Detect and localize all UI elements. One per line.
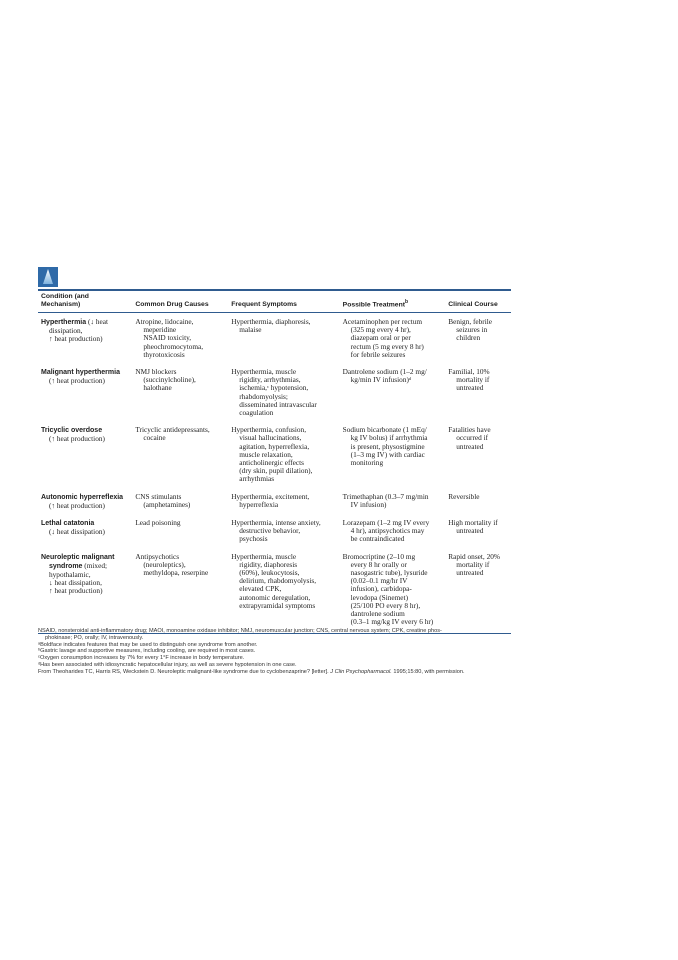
book-section-icon [38,267,58,287]
symptoms-line: ischemia,ᶜ hypotension, [239,383,309,393]
course-line: Fatalities have [448,425,491,435]
causes-line: NMJ blockers [135,367,177,377]
treatment-line: Sodium bicarbonate (1 mEq/ [342,425,427,435]
cell-treatment [340,548,446,631]
cell-causes [132,514,228,548]
causes-line: methyldopa, reserpine [143,568,209,578]
symptoms-line: rigidity, arrhythmias, [239,375,301,385]
symptoms-line: agitation, hyperreflexia, [239,441,310,451]
symptoms-line: Hyperthermia, confusion, [231,425,307,435]
footnote-c: ᶜOxygen consumption increases by 7% for every 1°F increase in body temperature. [38,655,245,662]
cell-symptoms [228,488,339,514]
cell-symptoms [228,548,339,631]
cell-treatment [340,514,446,548]
symptoms-line: anticholinergic effects [239,458,305,468]
cell-causes [132,488,228,514]
causes-line: Antipsychotics [135,551,180,561]
table-footnotes [38,628,518,676]
causes-line: Tricyclic antidepressants, [135,425,210,435]
condition-name: Neuroleptic malignant [41,553,115,561]
course-line: Familial, 10% [448,367,490,377]
course-line: Reversible [448,491,480,501]
cell-condition [38,514,132,548]
symptoms-line: (60%), leukocytosis, [239,568,300,578]
treatment-line: kg/min IV infusion)ᵈ [350,375,412,385]
cell-causes [132,421,228,487]
treatment-line: Acetaminophen per rectum [342,317,423,326]
course-line: untreated [456,568,484,578]
footnote-d: ᵈHas been associated with idiosyncratic hepatocellular injury, as well as severe hypotension in one case. [38,661,297,668]
causes-line: halothane [143,383,172,393]
symptoms-line: coagulation [239,408,274,418]
symptoms-line: arrhythmias [239,474,275,484]
footnote-source: From Theoharides TC, Harris RS, Weckstein D. Neuroleptic malignant-like syndrome due to cyclobenzaprine? [letter]. J Clin Psychopharmacol. 1995;15:80, with permission. [38,668,465,675]
header-condition: Condition (and Mechanism) [38,291,132,313]
condition-mechanism: ↑ heat production) [49,586,103,596]
symptoms-line: (dry skin, pupil dilation), [239,466,313,476]
footnote-abbreviations: NSAID, nonsteroidal anti-inflammatory drug; MAOI, monoamine oxidase inhibitor; NMJ, neuromuscular junction; CNS, central nervous system; CPK, creatine phos- [38,628,442,634]
cell-course [445,488,511,514]
treatment-line: (25/100 PO every 8 hr), [350,600,421,610]
cell-treatment [340,488,446,514]
course-line: untreated [456,526,484,536]
cell-condition [38,421,132,487]
causes-line: Atropine, lidocaine, [135,317,194,326]
condition-mechanism: (↑ heat production) [49,376,105,386]
course-line: mortality if [456,559,490,569]
treatment-line: infusion), carbidopa- [350,584,412,594]
cell-treatment [340,313,446,364]
treatment-line: (0.3–1 mg/kg IV every 6 hr) [350,617,434,627]
treatment-line: dantrolene sodium [350,609,405,619]
cell-causes [132,548,228,631]
cell-condition [38,363,132,421]
symptoms-line: Hyperthermia, excitement, [231,491,310,501]
table-row [38,488,511,514]
table-row [38,421,511,487]
symptoms-line: elevated CPK, [239,584,282,594]
treatment-line: Trimethaphan (0.3–7 mg/min [342,491,429,501]
causes-line: (succinylcholine), [143,375,196,385]
treatment-line: Lorazepam (1–2 mg IV every [342,518,430,528]
treatment-line: nasogastric tube), lysuride [350,568,428,578]
causes-line: meperidine [143,325,177,335]
condition-name: Malignant hyperthermia [41,369,120,377]
treatment-line: Dantrolene sodium (1–2 mg/ [342,367,427,377]
course-line: Rapid onset, 20% [448,551,500,561]
cell-condition [38,488,132,514]
symptoms-line: Hyperthermia, muscle [231,551,297,561]
table-body [38,313,511,631]
condition-mechanism: (↑ heat production) [49,434,105,444]
footnote-abbreviations-cont: phokinase; PO, orally; IV, intravenously. [45,634,144,641]
header-causes: Common Drug Causes [132,291,228,313]
causes-line: NSAID toxicity, [143,333,192,343]
causes-line: (amphetamines) [143,499,191,509]
course-line: untreated [456,441,484,451]
table-row [38,313,511,364]
condition-name: Hyperthermia [41,319,87,326]
cell-symptoms [228,363,339,421]
course-line: Benign, febrile [448,317,493,326]
cell-symptoms [228,421,339,487]
cell-course [445,363,511,421]
causes-line: CNS stimulants [135,491,182,501]
symptoms-line: destructive behavior, [239,526,301,536]
treatment-line: for febrile seizures [350,349,406,359]
symptoms-line: extrapyramidal symptoms [239,600,316,610]
cell-condition [38,313,132,364]
header-course: Clinical Course [445,291,511,313]
header-symptoms: Frequent Symptoms [228,291,339,313]
causes-line: (neuroleptics), [143,559,186,569]
treatment-line: rectum (5 mg every 8 hr) [350,341,424,351]
course-line: High mortality if [448,518,498,528]
condition-mechanism: syndrome (mixed; [49,560,107,570]
symptoms-line: visual hallucinations, [239,433,302,443]
table-row [38,548,511,631]
treatment-footnote-mark: b [404,298,409,305]
symptoms-line: muscle relaxation, [239,449,293,459]
symptoms-line: malaise [239,325,262,335]
course-line: seizures in [456,325,488,335]
table-row [38,363,511,421]
treatment-line: kg IV bolus) if arrhythmia [350,433,428,443]
treatment-line: monitoring [350,458,384,468]
table-header-row [38,291,511,313]
symptoms-line: disseminated intravascular [239,399,317,409]
cell-symptoms [228,514,339,548]
condition-mechanism: ↑ heat production) [49,334,103,344]
course-line: occurred if [456,433,489,443]
symptoms-line: Hyperthermia, intense anxiety, [231,518,321,528]
condition-mechanism: hypothalamic, [49,570,91,580]
course-line: children [456,333,481,343]
symptoms-line: delirium, rhabdomyolysis, [239,576,317,586]
condition-mechanism: (↓ heat [87,317,109,326]
course-line: mortality if [456,375,490,385]
condition-name: Tricyclic overdose [41,427,103,435]
condition-mechanism: ↓ heat dissipation, [49,578,102,588]
causes-line: thyrotoxicosis [143,349,185,359]
treatment-line: Bromocriptine (2–10 mg [342,551,416,561]
cell-course [445,313,511,364]
footnote-a: ᵃBoldface indicates features that may be used to distinguish one syndrome from another. [38,641,258,648]
symptoms-line: psychosis [239,534,268,544]
treatment-line: (0.02–0.1 mg/hr IV [350,576,408,586]
symptoms-line: Hyperthermia, muscle [231,367,297,377]
condition-mechanism: dissipation, [49,326,83,336]
treatment-line: be contraindicated [350,534,405,544]
cell-course [445,421,511,487]
treatment-line: diazepam oral or per [350,333,411,343]
header-treatment: Possible Treatment$^b$ [340,291,446,313]
cell-condition [38,548,132,631]
symptoms-line: rigidity, diaphoresis [239,559,298,569]
treatment-line: IV infusion) [350,499,387,509]
course-line: untreated [456,383,484,393]
causes-line: cocaine [143,433,166,443]
cell-treatment [340,421,446,487]
causes-line: Lead poisoning [135,518,181,528]
condition-mechanism: (↑ heat production) [49,500,105,510]
cell-causes [132,313,228,364]
condition-mechanism: (↓ heat dissipation) [49,527,105,537]
symptoms-line: autonomic deregulation, [239,592,311,602]
treatment-line: 4 hr), antipsychotics may [350,526,425,536]
symptoms-line: rhabdomyolysis; [239,391,288,401]
condition-name: Lethal catatonia [41,520,95,528]
footnote-b: ᵇGastric lavage and supportive measures, including cooling, are required in most cases. [38,648,256,655]
treatment-line: is present, physostigmine [350,441,425,451]
cell-course [445,548,511,631]
symptoms-line: hyperreflexia [239,499,279,509]
treatment-line: (325 mg every 4 hr), [350,325,411,335]
treatment-line: (1–3 mg IV) with cardiac [350,449,425,459]
symptoms-line: Hyperthermia, diaphoresis, [231,317,311,326]
causes-line: pheochromocytoma, [143,341,204,351]
cell-course [445,514,511,548]
hyperthermia-table [38,291,511,631]
condition-name: Autonomic hyperreflexia [41,493,124,501]
cell-symptoms [228,313,339,364]
treatment-line: every 8 hr orally or [350,559,407,569]
cell-treatment [340,363,446,421]
table-row [38,514,511,548]
treatment-line: levodopa (Sinemet) [350,592,409,602]
cell-causes [132,363,228,421]
